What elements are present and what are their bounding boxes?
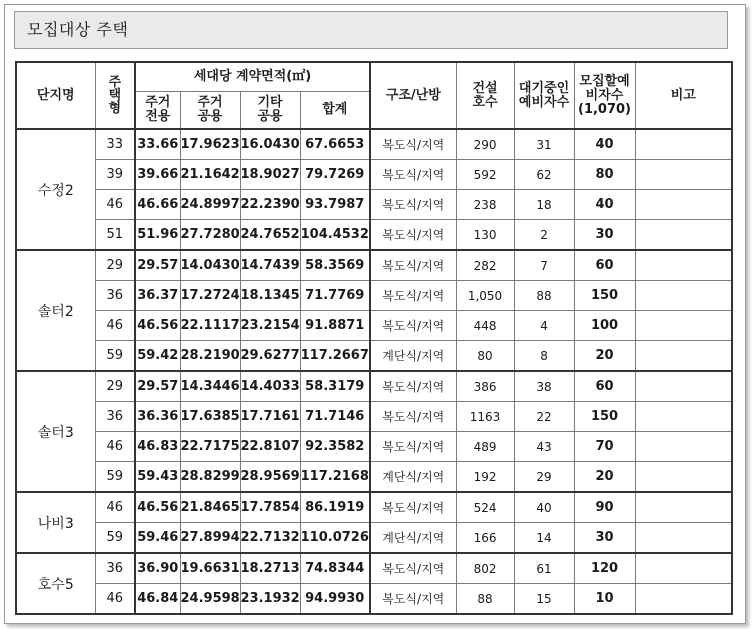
built-units-cell: 489 <box>456 432 514 462</box>
recruit-cell: 40 <box>574 129 635 160</box>
header-recruit-text: 모집할예비자수 <box>579 73 630 103</box>
private-use-cell: 36.37 <box>135 281 180 311</box>
other-shared-cell: 18.1345 <box>240 281 300 311</box>
other-shared-cell: 24.7652 <box>240 220 300 251</box>
shared-use-cell: 17.6385 <box>180 402 240 432</box>
built-units-cell: 88 <box>456 584 514 615</box>
note-cell <box>635 402 732 432</box>
structure-cell: 복도식/지역 <box>370 220 456 251</box>
recruit-cell: 10 <box>574 584 635 615</box>
table-row <box>16 402 732 432</box>
waiting-cell: 8 <box>514 341 574 372</box>
structure-cell: 복도식/지역 <box>370 311 456 341</box>
private-use-cell: 29.57 <box>135 371 180 402</box>
built-units-cell: 166 <box>456 523 514 554</box>
shared-use-cell: 14.3446 <box>180 371 240 402</box>
note-cell <box>635 160 732 190</box>
table-row <box>16 281 732 311</box>
other-shared-cell: 23.1932 <box>240 584 300 615</box>
total-area-cell: 93.7987 <box>300 190 370 220</box>
note-cell <box>635 250 732 281</box>
housing-table <box>15 61 733 615</box>
other-shared-cell: 22.8107 <box>240 432 300 462</box>
total-area-cell: 71.7769 <box>300 281 370 311</box>
header-waiting <box>514 62 574 129</box>
built-units-cell: 282 <box>456 250 514 281</box>
waiting-cell: 2 <box>514 220 574 251</box>
built-units-cell: 130 <box>456 220 514 251</box>
total-area-cell: 71.7146 <box>300 402 370 432</box>
table-row <box>16 553 732 584</box>
recruit-cell: 150 <box>574 402 635 432</box>
waiting-cell: 18 <box>514 190 574 220</box>
table-row <box>16 220 732 251</box>
waiting-cell: 62 <box>514 160 574 190</box>
note-cell <box>635 523 732 554</box>
waiting-cell: 88 <box>514 281 574 311</box>
type-cell: 36 <box>95 281 135 311</box>
table-row <box>16 311 732 341</box>
structure-cell: 복도식/지역 <box>370 492 456 523</box>
type-cell: 36 <box>95 402 135 432</box>
recruit-cell: 60 <box>574 371 635 402</box>
complex-name: 솔터3 <box>16 371 95 492</box>
total-area-cell: 74.8344 <box>300 553 370 584</box>
private-use-cell: 46.84 <box>135 584 180 615</box>
shared-use-cell: 28.2190 <box>180 341 240 372</box>
total-area-cell: 110.0726 <box>300 523 370 554</box>
built-units-cell: 192 <box>456 462 514 493</box>
note-cell <box>635 462 732 493</box>
recruit-cell: 20 <box>574 341 635 372</box>
shared-use-cell: 14.0430 <box>180 250 240 281</box>
other-shared-cell: 23.2154 <box>240 311 300 341</box>
table-body <box>16 129 732 614</box>
private-use-cell: 33.66 <box>135 129 180 160</box>
header-built-units-text: 건설호수 <box>472 80 498 110</box>
header-other-shared <box>240 92 300 130</box>
private-use-cell: 46.83 <box>135 432 180 462</box>
header-area-group: 세대당 계약면적(㎡) <box>135 62 370 92</box>
header-shared-use-text: 주거공용 <box>197 95 223 124</box>
type-cell: 36 <box>95 553 135 584</box>
header-waiting-text: 대기중인예비자수 <box>518 80 570 110</box>
shared-use-cell: 24.9598 <box>180 584 240 615</box>
recruit-cell: 30 <box>574 523 635 554</box>
header-note: 비고 <box>635 62 732 129</box>
structure-cell: 복도식/지역 <box>370 190 456 220</box>
shared-use-cell: 19.6631 <box>180 553 240 584</box>
structure-cell: 계단식/지역 <box>370 341 456 372</box>
recruit-cell: 80 <box>574 160 635 190</box>
shared-use-cell: 17.9623 <box>180 129 240 160</box>
other-shared-cell: 29.6277 <box>240 341 300 372</box>
shared-use-cell: 24.8997 <box>180 190 240 220</box>
type-cell: 33 <box>95 129 135 160</box>
structure-cell: 복도식/지역 <box>370 250 456 281</box>
built-units-cell: 386 <box>456 371 514 402</box>
header-total: 합계 <box>300 92 370 130</box>
total-area-cell: 58.3179 <box>300 371 370 402</box>
private-use-cell: 36.36 <box>135 402 180 432</box>
built-units-cell: 524 <box>456 492 514 523</box>
built-units-cell: 80 <box>456 341 514 372</box>
complex-name: 나비3 <box>16 492 95 553</box>
private-use-cell: 36.90 <box>135 553 180 584</box>
type-cell: 51 <box>95 220 135 251</box>
table-row <box>16 160 732 190</box>
recruit-cell: 20 <box>574 462 635 493</box>
structure-cell: 계단식/지역 <box>370 523 456 554</box>
table-row <box>16 584 732 615</box>
private-use-cell: 39.66 <box>135 160 180 190</box>
header-other-shared-text: 기타공용 <box>257 95 283 124</box>
private-use-cell: 59.43 <box>135 462 180 493</box>
shared-use-cell: 21.1642 <box>180 160 240 190</box>
shared-use-cell: 27.8994 <box>180 523 240 554</box>
complex-name: 수정2 <box>16 129 95 250</box>
other-shared-cell: 18.9027 <box>240 160 300 190</box>
total-area-cell: 58.3569 <box>300 250 370 281</box>
other-shared-cell: 17.7161 <box>240 402 300 432</box>
table-row <box>16 250 732 281</box>
total-area-cell: 117.2667 <box>300 341 370 372</box>
note-cell <box>635 190 732 220</box>
note-cell <box>635 341 732 372</box>
waiting-cell: 61 <box>514 553 574 584</box>
header-shared-use <box>180 92 240 130</box>
table-row <box>16 190 732 220</box>
complex-name: 솔터2 <box>16 250 95 371</box>
recruit-cell: 120 <box>574 553 635 584</box>
shared-use-cell: 22.1117 <box>180 311 240 341</box>
type-cell: 29 <box>95 250 135 281</box>
private-use-cell: 59.46 <box>135 523 180 554</box>
header-recruit-total: (1,070) <box>578 101 632 117</box>
structure-cell: 복도식/지역 <box>370 129 456 160</box>
total-area-cell: 104.4532 <box>300 220 370 251</box>
built-units-cell: 238 <box>456 190 514 220</box>
other-shared-cell: 22.7132 <box>240 523 300 554</box>
waiting-cell: 38 <box>514 371 574 402</box>
type-cell: 46 <box>95 190 135 220</box>
table-row <box>16 492 732 523</box>
header-private-use-text: 주거전용 <box>145 95 171 124</box>
table-row <box>16 432 732 462</box>
note-cell <box>635 553 732 584</box>
waiting-cell: 14 <box>514 523 574 554</box>
shared-use-cell: 28.8299 <box>180 462 240 493</box>
recruit-cell: 30 <box>574 220 635 251</box>
other-shared-cell: 18.2713 <box>240 553 300 584</box>
waiting-cell: 31 <box>514 129 574 160</box>
total-area-cell: 67.6653 <box>300 129 370 160</box>
waiting-cell: 22 <box>514 402 574 432</box>
built-units-cell: 592 <box>456 160 514 190</box>
shared-use-cell: 22.7175 <box>180 432 240 462</box>
shared-use-cell: 17.2724 <box>180 281 240 311</box>
type-cell: 46 <box>95 432 135 462</box>
structure-cell: 복도식/지역 <box>370 371 456 402</box>
waiting-cell: 4 <box>514 311 574 341</box>
recruit-cell: 60 <box>574 250 635 281</box>
private-use-cell: 29.57 <box>135 250 180 281</box>
private-use-cell: 51.96 <box>135 220 180 251</box>
private-use-cell: 46.56 <box>135 311 180 341</box>
private-use-cell: 46.56 <box>135 492 180 523</box>
type-cell: 46 <box>95 311 135 341</box>
total-area-cell: 94.9930 <box>300 584 370 615</box>
other-shared-cell: 17.7854 <box>240 492 300 523</box>
built-units-cell: 1163 <box>456 402 514 432</box>
recruit-cell: 70 <box>574 432 635 462</box>
waiting-cell: 29 <box>514 462 574 493</box>
recruit-cell: 100 <box>574 311 635 341</box>
waiting-cell: 15 <box>514 584 574 615</box>
header-complex: 단지명 <box>16 62 95 129</box>
structure-cell: 계단식/지역 <box>370 462 456 493</box>
recruit-cell: 40 <box>574 190 635 220</box>
table-row <box>16 129 732 160</box>
built-units-cell: 802 <box>456 553 514 584</box>
structure-cell: 복도식/지역 <box>370 402 456 432</box>
note-cell <box>635 492 732 523</box>
section-title: 모집대상 주택 <box>14 11 728 49</box>
total-area-cell: 79.7269 <box>300 160 370 190</box>
table-row <box>16 523 732 554</box>
built-units-cell: 1,050 <box>456 281 514 311</box>
type-cell: 59 <box>95 341 135 372</box>
type-cell: 29 <box>95 371 135 402</box>
shared-use-cell: 21.8465 <box>180 492 240 523</box>
built-units-cell: 290 <box>456 129 514 160</box>
total-area-cell: 86.1919 <box>300 492 370 523</box>
header-type <box>95 62 135 129</box>
structure-cell: 복도식/지역 <box>370 281 456 311</box>
note-cell <box>635 371 732 402</box>
header-type-text: 주택형 <box>108 75 122 116</box>
note-cell <box>635 281 732 311</box>
type-cell: 46 <box>95 492 135 523</box>
total-area-cell: 92.3582 <box>300 432 370 462</box>
waiting-cell: 43 <box>514 432 574 462</box>
complex-name: 호수5 <box>16 553 95 614</box>
total-area-cell: 117.2168 <box>300 462 370 493</box>
header-recruit <box>574 62 635 129</box>
header-built-units <box>456 62 514 129</box>
total-area-cell: 91.8871 <box>300 311 370 341</box>
shared-use-cell: 27.7280 <box>180 220 240 251</box>
header-private-use <box>135 92 180 130</box>
recruit-cell: 150 <box>574 281 635 311</box>
waiting-cell: 7 <box>514 250 574 281</box>
note-cell <box>635 432 732 462</box>
table-row <box>16 371 732 402</box>
other-shared-cell: 28.9569 <box>240 462 300 493</box>
structure-cell: 복도식/지역 <box>370 160 456 190</box>
table-row <box>16 462 732 493</box>
note-cell <box>635 129 732 160</box>
waiting-cell: 40 <box>514 492 574 523</box>
structure-cell: 복도식/지역 <box>370 553 456 584</box>
type-cell: 39 <box>95 160 135 190</box>
other-shared-cell: 16.0430 <box>240 129 300 160</box>
recruit-cell: 90 <box>574 492 635 523</box>
other-shared-cell: 14.4033 <box>240 371 300 402</box>
type-cell: 46 <box>95 584 135 615</box>
private-use-cell: 59.42 <box>135 341 180 372</box>
type-cell: 59 <box>95 462 135 493</box>
note-cell <box>635 584 732 615</box>
note-cell <box>635 220 732 251</box>
table-row <box>16 341 732 372</box>
private-use-cell: 46.66 <box>135 190 180 220</box>
other-shared-cell: 22.2390 <box>240 190 300 220</box>
type-cell: 59 <box>95 523 135 554</box>
other-shared-cell: 14.7439 <box>240 250 300 281</box>
header-structure: 구조/난방 <box>370 62 456 129</box>
structure-cell: 복도식/지역 <box>370 432 456 462</box>
structure-cell: 복도식/지역 <box>370 584 456 615</box>
note-cell <box>635 311 732 341</box>
built-units-cell: 448 <box>456 311 514 341</box>
